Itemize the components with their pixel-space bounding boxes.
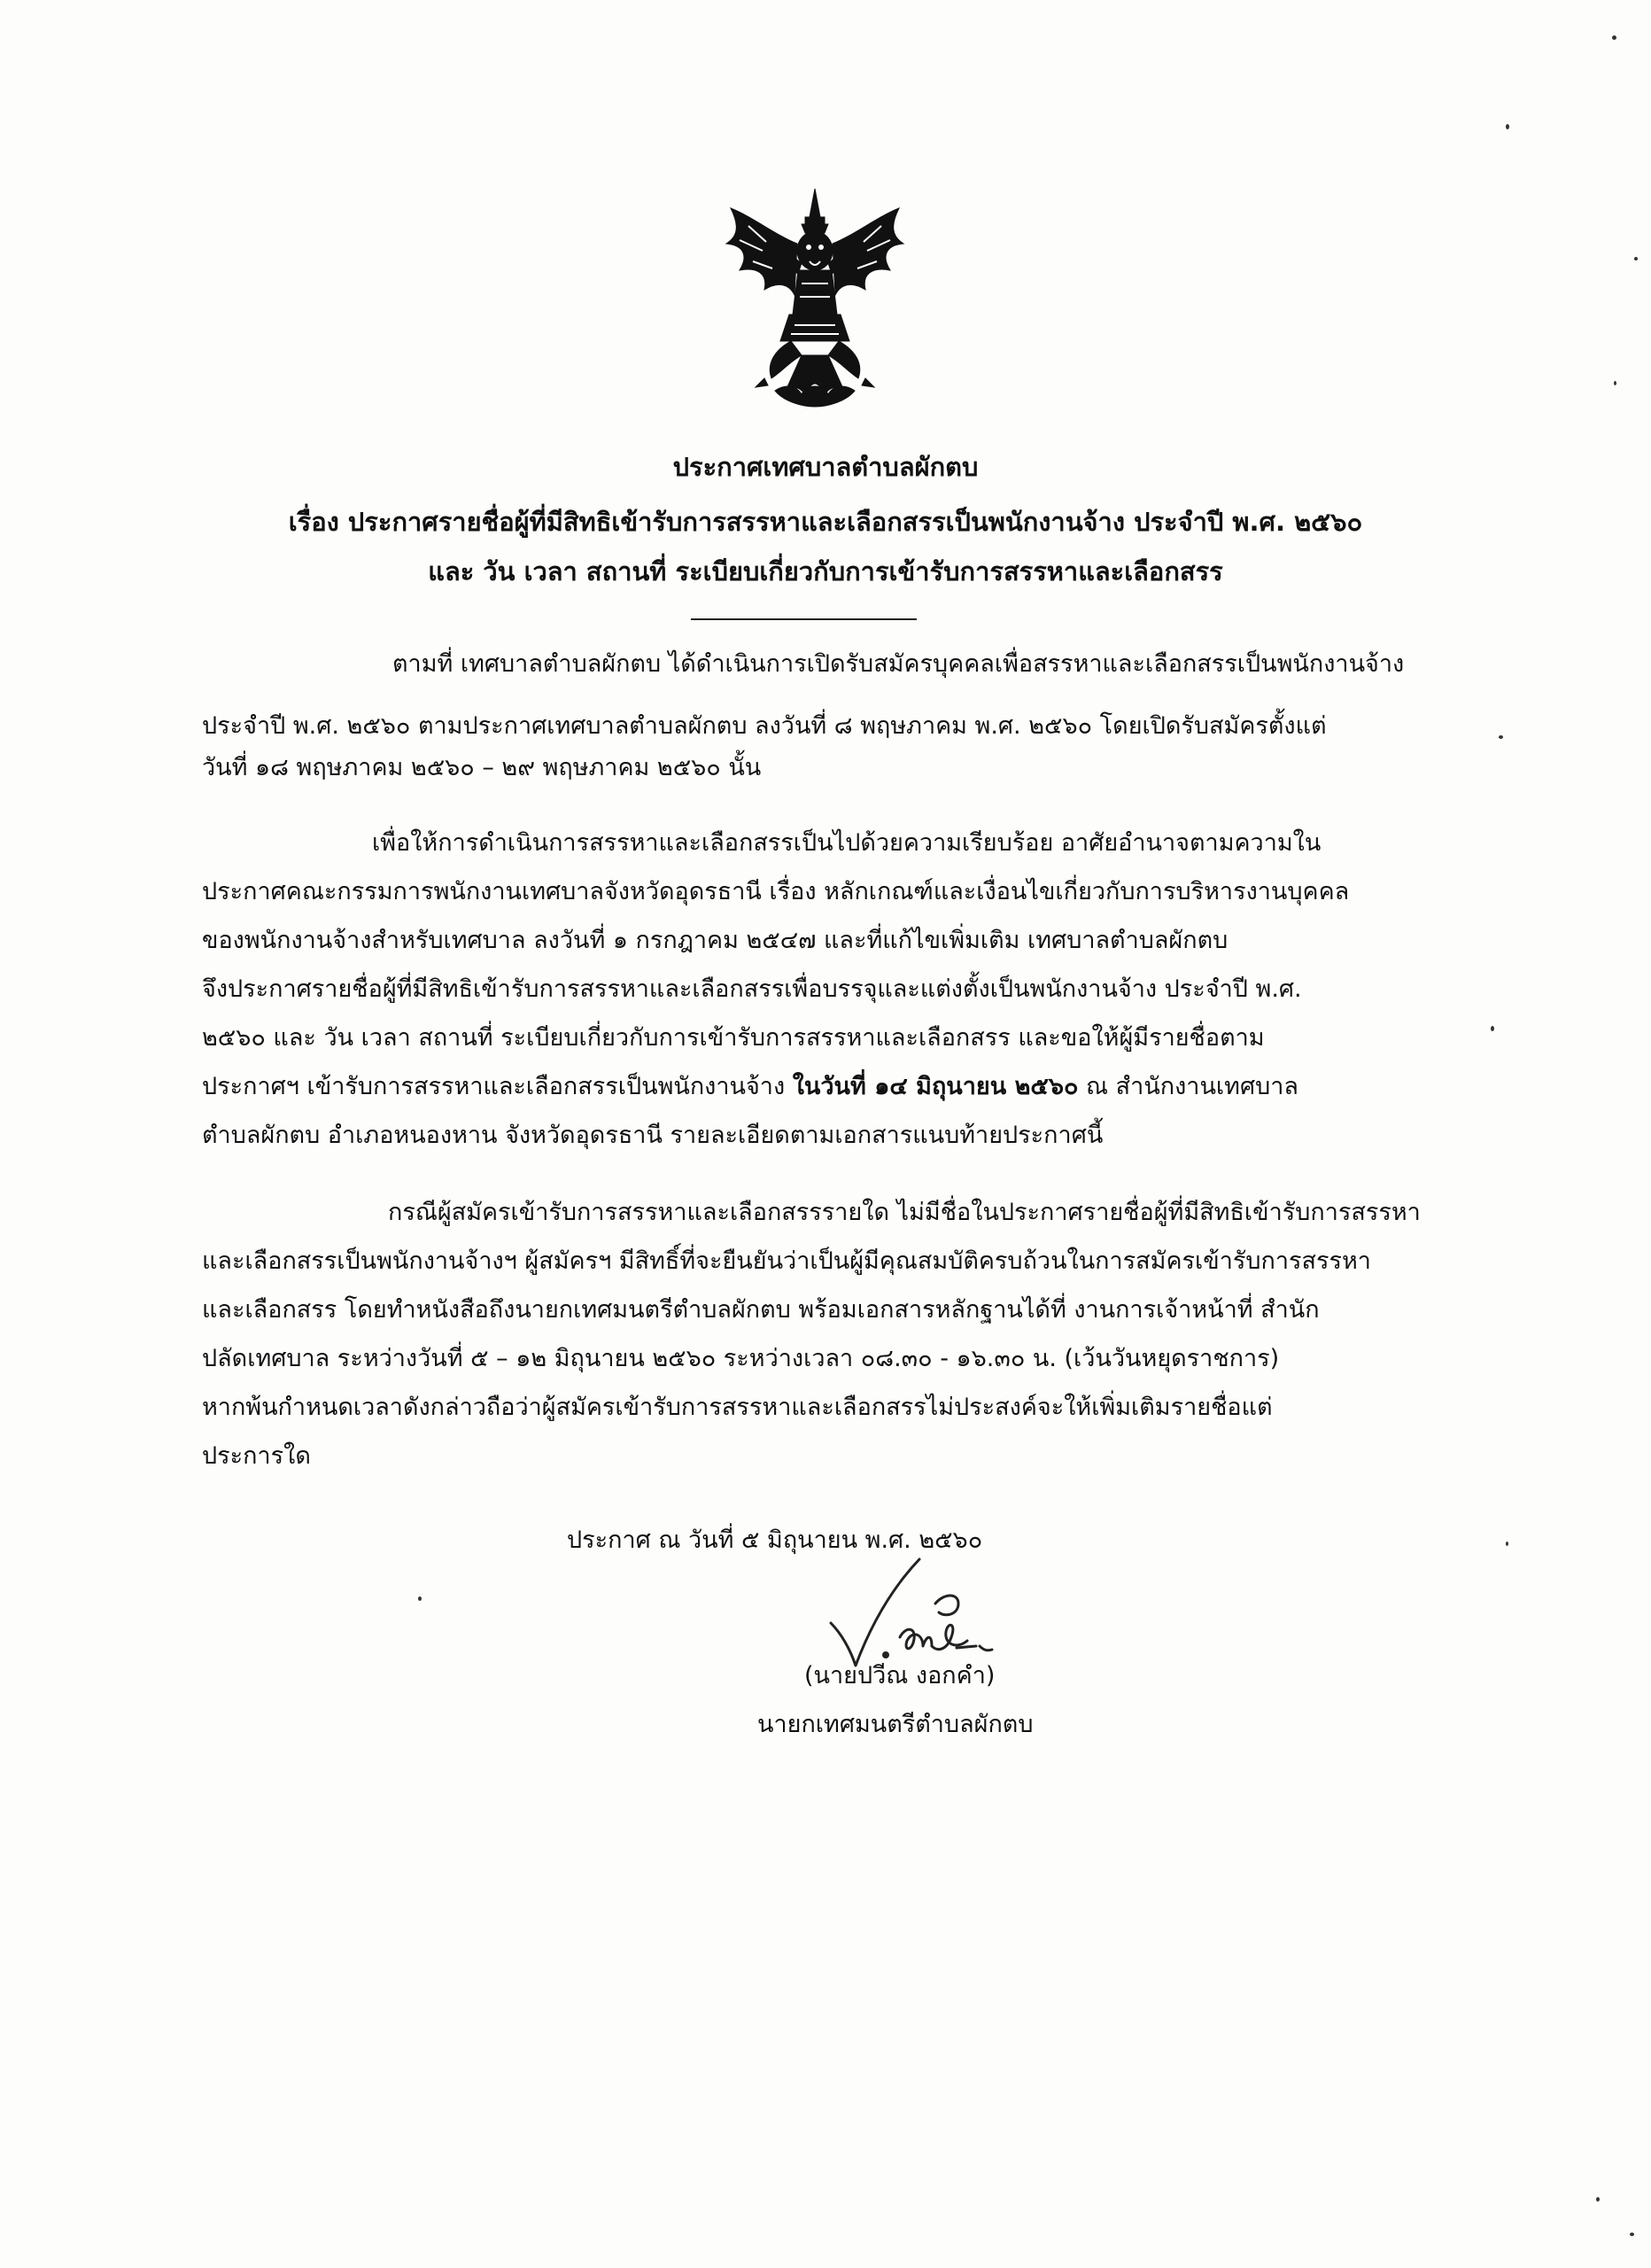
para3-line: ประการใด (202, 1442, 311, 1470)
para3-line: และเลือกสรรเป็นพนักงานจ้างฯ ผู้สมัครฯ มีสิทธิ์ที่จะยืนยันว่าเป็นผู้มีคุณสมบัติครบถ้วนในการสมัครเข้ารับการสรรหา (202, 1247, 1371, 1275)
scan-speck (1506, 1542, 1508, 1546)
subject-line-2: และ วัน เวลา สถานที่ ระเบียบเกี่ยวกับการเข้ารับการสรรหาและเลือกสรร (428, 556, 1223, 586)
para2-line6-text: ประกาศฯ เข้ารับการสรรหาและเลือกสรรเป็นพนักงานจ้าง (202, 1073, 793, 1100)
heading-divider (691, 618, 917, 620)
scan-speck (1612, 35, 1616, 40)
para1-line: ประจำปี พ.ศ. ๒๕๖๐ ตามประกาศเทศบาลตำบลผักตบ ลงวันที่ ๘ พฤษภาคม พ.ศ. ๒๕๖๐ โดยเปิดรับสมัครตั้งแต่ (202, 712, 1327, 740)
para3-line: และเลือกสรร โดยทำหนังสือถึงนายกเทศมนตรีตำบลผักตบ พร้อมเอกสารหลักฐานได้ที่ งานการเจ้าหน้าที่ สำนัก (202, 1296, 1320, 1324)
scan-speck (1630, 2233, 1634, 2236)
scan-speck (1506, 124, 1509, 129)
subject-line-1: เรื่อง ประกาศรายชื่อผู้ที่มีสิทธิเข้ารับการสรรหาและเลือกสรรเป็นพนักงานจ้าง ประจำปี พ.ศ. ๒๕๖๐ (288, 507, 1363, 537)
garuda-emblem-icon (713, 182, 917, 421)
signer-name: (นายปวีณ งอกคำ) (804, 1662, 996, 1689)
scan-speck (1491, 1026, 1494, 1031)
para2-line: เพื่อให้การดำเนินการสรรหาและเลือกสรรเป็นไปด้วยความเรียบร้อย อาศัยอำนาจตามความใน (372, 829, 1322, 857)
para2-line: ประกาศคณะกรรมการพนักงานเทศบาลจังหวัดอุดรธานี เรื่อง หลักเกณฑ์และเงื่อนไขเกี่ยวกับการบริหารงานบุคคล (202, 878, 1350, 905)
para1-line: วันที่ ๑๘ พฤษภาคม ๒๕๖๐ – ๒๙ พฤษภาคม ๒๕๖๐ นั้น (202, 754, 762, 781)
scan-speck (1499, 735, 1503, 739)
para2-line6-tail: ณ สำนักงานเทศบาล (1078, 1073, 1298, 1100)
scan-speck (1614, 381, 1616, 385)
scan-speck (1634, 257, 1638, 260)
para3-line: ปลัดเทศบาล ระหว่างวันที่ ๕ – ๑๒ มิถุนายน ๒๕๖๐ ระหว่างเวลา ๐๘.๓๐ - ๑๖.๓๐ น. (เว้นวันหยุดราชการ) (202, 1345, 1280, 1372)
announce-date: ประกาศ ณ วันที่ ๕ มิถุนายน พ.ศ. ๒๕๖๐ (567, 1526, 983, 1554)
para2-line: ของพนักงานจ้างสำหรับเทศบาล ลงวันที่ ๑ กรกฎาคม ๒๕๔๗ และที่แก้ไขเพิ่มเติม เทศบาลตำบลผักตบ (202, 927, 1229, 954)
announcement-title: ประกาศเทศบาลตำบลผักตบ (672, 452, 979, 482)
exam-date-bold: ในวันที่ ๑๔ มิถุนายน ๒๕๖๐ (792, 1073, 1079, 1100)
para3-line: กรณีผู้สมัครเข้ารับการสรรหาและเลือกสรรรายใด ไม่มีชื่อในประกาศรายชื่อผู้ที่มีสิทธิเข้ารับการสรรหา (388, 1199, 1421, 1226)
scan-speck (1596, 2197, 1600, 2202)
para1-line: ตามที่ เทศบาลตำบลผักตบ ได้ดำเนินการเปิดรับสมัครบุคคลเพื่อสรรหาและเลือกสรรเป็นพนักงานจ้าง (392, 650, 1405, 678)
para2-line (202, 1068, 1298, 1107)
scan-speck (418, 1596, 422, 1601)
signer-title: นายกเทศมนตรีตำบลผักตบ (757, 1711, 1034, 1738)
para3-line: หากพ้นกำหนดเวลาดังกล่าวถือว่าผู้สมัครเข้ารับการสรรหาและเลือกสรรไม่ประสงค์จะให้เพิ่มเติมรายชื่อแต่ (202, 1394, 1273, 1421)
para2-line: จึงประกาศรายชื่อผู้ที่มีสิทธิเข้ารับการสรรหาและเลือกสรรเพื่อบรรจุและแต่งตั้งเป็นพนักงานจ้าง ประจำปี พ.ศ. (202, 975, 1302, 1003)
para2-line: ตำบลผักตบ อำเภอหนองหาน จังหวัดอุดรธานี รายละเอียดตามเอกสารแนบท้ายประกาศนี้ (202, 1122, 1104, 1149)
para2-line: ๒๕๖๐ และ วัน เวลา สถานที่ ระเบียบเกี่ยวกับการเข้ารับการสรรหาและเลือกสรร และขอให้ผู้มีรายชื่อตาม (202, 1024, 1265, 1052)
